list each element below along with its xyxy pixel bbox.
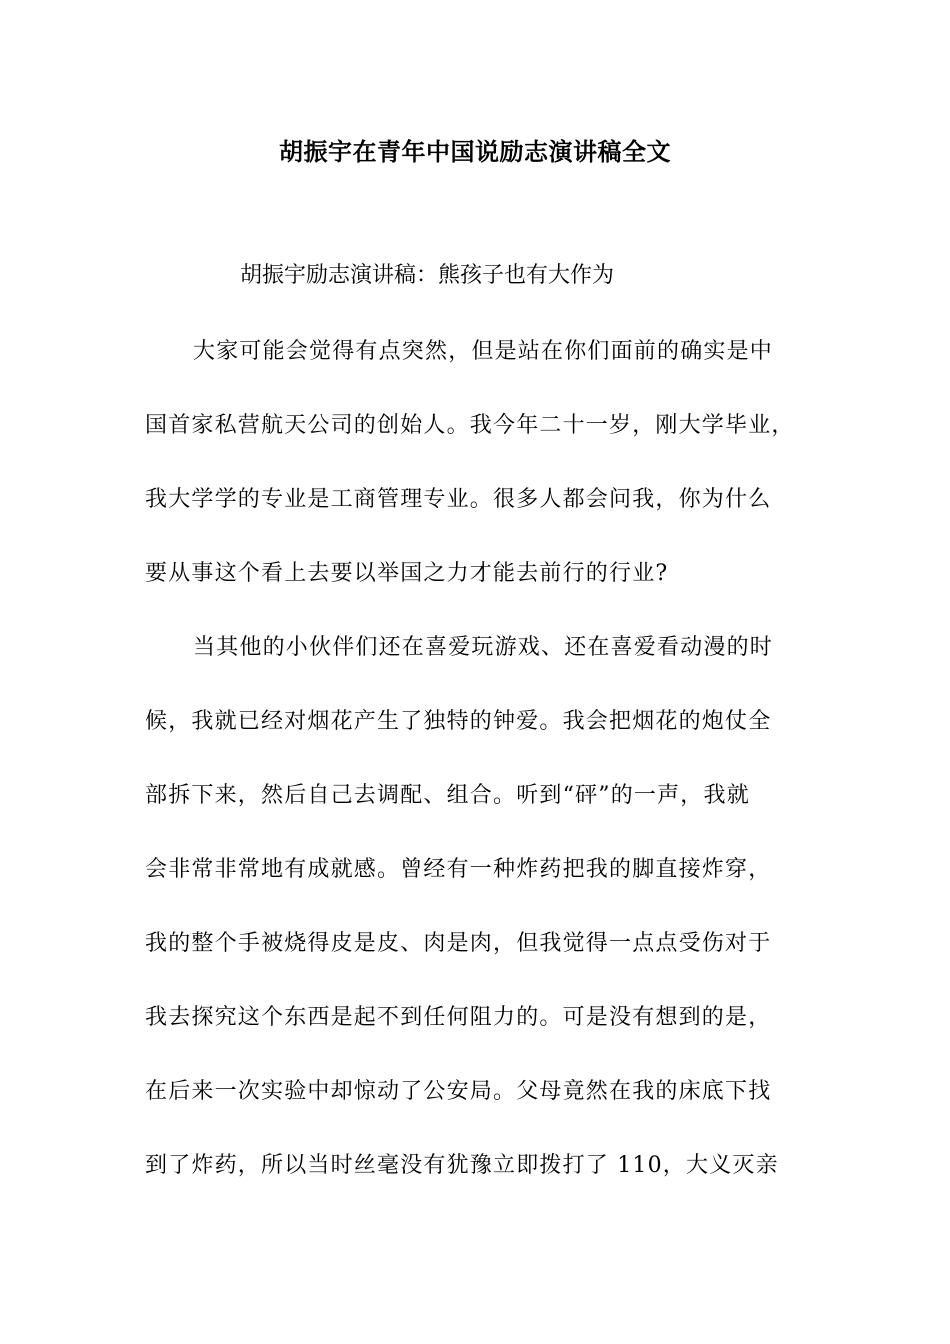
document-title: 胡振宇在青年中国说励志演讲稿全文 [279,138,671,166]
paragraph-line: 部拆下来，然后自己去调配、组合。听到“砰”的一声，我就 [145,783,750,808]
paragraph-line: 要从事这个看上去要以举国之力才能去前行的行业? [145,561,669,586]
paragraph-line: 到了炸药，所以当时丝毫没有犹豫立即拨打了 110，大义灭亲 [145,1153,779,1178]
paragraph-line: 我的整个手被烧得皮是皮、肉是肉，但我觉得一点点受伤对于 [145,931,772,956]
paragraph-line: 国首家私营航天公司的创始人。我今年二十一岁，刚大学毕业， [145,413,795,438]
paragraph-line: 在后来一次实验中却惊动了公安局。父母竟然在我的床底下找 [145,1079,772,1104]
paragraph-line: 候，我就已经对烟花产生了独特的钟爱。我会把烟花的炮仗全 [145,709,772,734]
paragraph-line: 我大学学的专业是工商管理专业。很多人都会问我，你为什么 [145,487,772,512]
paragraph-line: 会非常非常地有成就感。曾经有一种炸药把我的脚直接炸穿， [145,857,772,882]
paragraph-line: 大家可能会觉得有点突然，但是站在你们面前的确实是中 [193,339,774,364]
paragraph-line: 当其他的小伙伴们还在喜爱玩游戏、还在喜爱看动漫的时 [193,635,774,660]
document-subtitle: 胡振宇励志演讲稿：熊孩子也有大作为 [240,263,615,288]
paragraph-line: 我去探究这个东西是起不到任何阻力的。可是没有想到的是， [145,1005,772,1030]
